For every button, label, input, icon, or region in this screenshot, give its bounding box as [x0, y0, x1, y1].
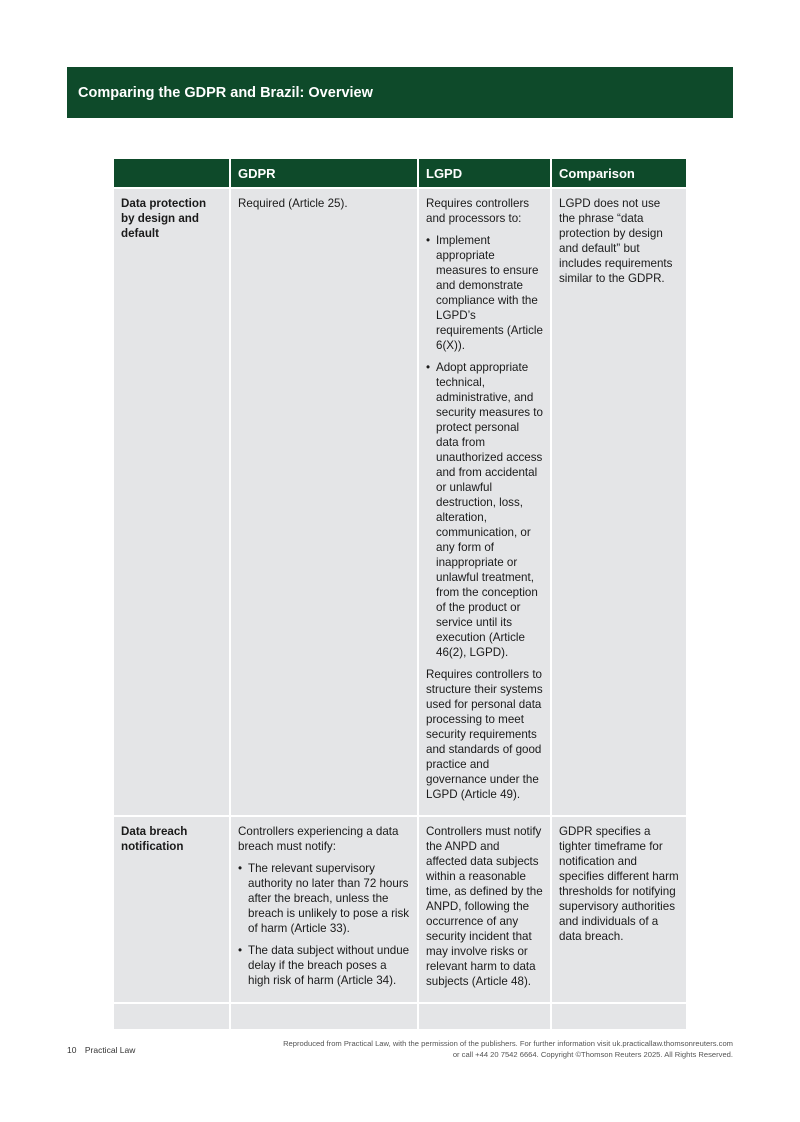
cell-intro: Requires controllers and processors to:: [426, 197, 530, 225]
cell-intro: Controllers experiencing a data breach must notify:: [238, 825, 399, 853]
header-comparison: Comparison: [552, 159, 686, 187]
comparison-table: [112, 159, 688, 1029]
list-item: • The data subject without undue delay if the breach poses a high risk of harm (Article 34).: [238, 944, 410, 987]
bullet-icon: •: [426, 234, 431, 247]
copyright-line: Reproduced from Practical Law, with the permission of the publishers. For further information visit uk.practicallaw.thomsonreuters.com: [283, 1039, 733, 1048]
page-banner: [67, 67, 733, 118]
lgpd-cell: [419, 187, 550, 815]
cell-text: GDPR specifies a tighter timeframe for notification and specifies different harm thresholds for notifying supervisory authorities and individuals of a data breach.: [559, 825, 679, 943]
empty-cell: [552, 1002, 686, 1029]
bullet-icon: •: [426, 361, 431, 374]
empty-cell: [419, 1002, 550, 1029]
lgpd-cell: [419, 815, 550, 1002]
table-row: [114, 187, 686, 815]
header-topic: [114, 159, 229, 187]
comparison-cell: [552, 815, 686, 1002]
empty-cell: [114, 1002, 229, 1029]
bullet-list: [238, 861, 410, 988]
header-gdpr: GDPR: [231, 159, 417, 187]
cell-outro: Requires controllers to structure their systems used for personal data processing to meet security requirements and standards of good practice and governance under the LGPD (Article 49).: [426, 668, 543, 801]
header-lgpd: LGPD: [419, 159, 550, 187]
gdpr-cell: [231, 815, 417, 1002]
cell-text: LGPD does not use the phrase “data protection by design and default” but includes requirements similar to the GDPR.: [559, 197, 673, 285]
bullet-icon: •: [238, 944, 243, 957]
bullet-list: [426, 233, 543, 660]
table-header-row: [114, 159, 686, 187]
empty-cell: [231, 1002, 417, 1029]
cell-text: Controllers must notify the ANPD and affected data subjects within a reasonable time, as defined by the ANPD, following the occurrence of any security incident that may involve risks or relevant harm to data subjects (Article 48).: [426, 825, 543, 988]
page-number: 10: [67, 1045, 77, 1055]
publication-name: Practical Law: [84, 1045, 136, 1055]
cell-text: Required (Article 25).: [238, 197, 348, 210]
list-item: • Implement appropriate measures to ensure and demonstrate compliance with the LGPD’s requirements (Article 6(X)).: [426, 234, 543, 352]
comparison-cell: [552, 187, 686, 815]
banner-title: Comparing the GDPR and Brazil: Overview: [78, 84, 373, 101]
bullet-icon: •: [238, 862, 243, 875]
gdpr-cell: [231, 187, 417, 815]
list-item: • The relevant supervisory authority no later than 72 hours after the breach, unless the breach is unlikely to pose a risk of harm (Article 33).: [238, 862, 410, 935]
copyright-line: or call +44 20 7542 6664. Copyright ©Thomson Reuters 2025. All Rights Reserved.: [452, 1050, 733, 1059]
page-footer: [67, 1045, 135, 1055]
row-label: Data protection by design and default: [114, 187, 229, 815]
list-item: • Adopt appropriate technical, administrative, and security measures to protect personal data from unauthorized access and from accidental or unlawful destruction, loss, alteration, communication, or any form of inappropriate or unlawful treatment, from the conception of the product or service until its execution (Article 46(2), LGPD).: [426, 361, 543, 659]
table-row-empty: [114, 1002, 686, 1029]
row-label: Data breach notification: [114, 815, 229, 1002]
table-row: [114, 815, 686, 1002]
copyright-notice: [213, 1038, 733, 1060]
